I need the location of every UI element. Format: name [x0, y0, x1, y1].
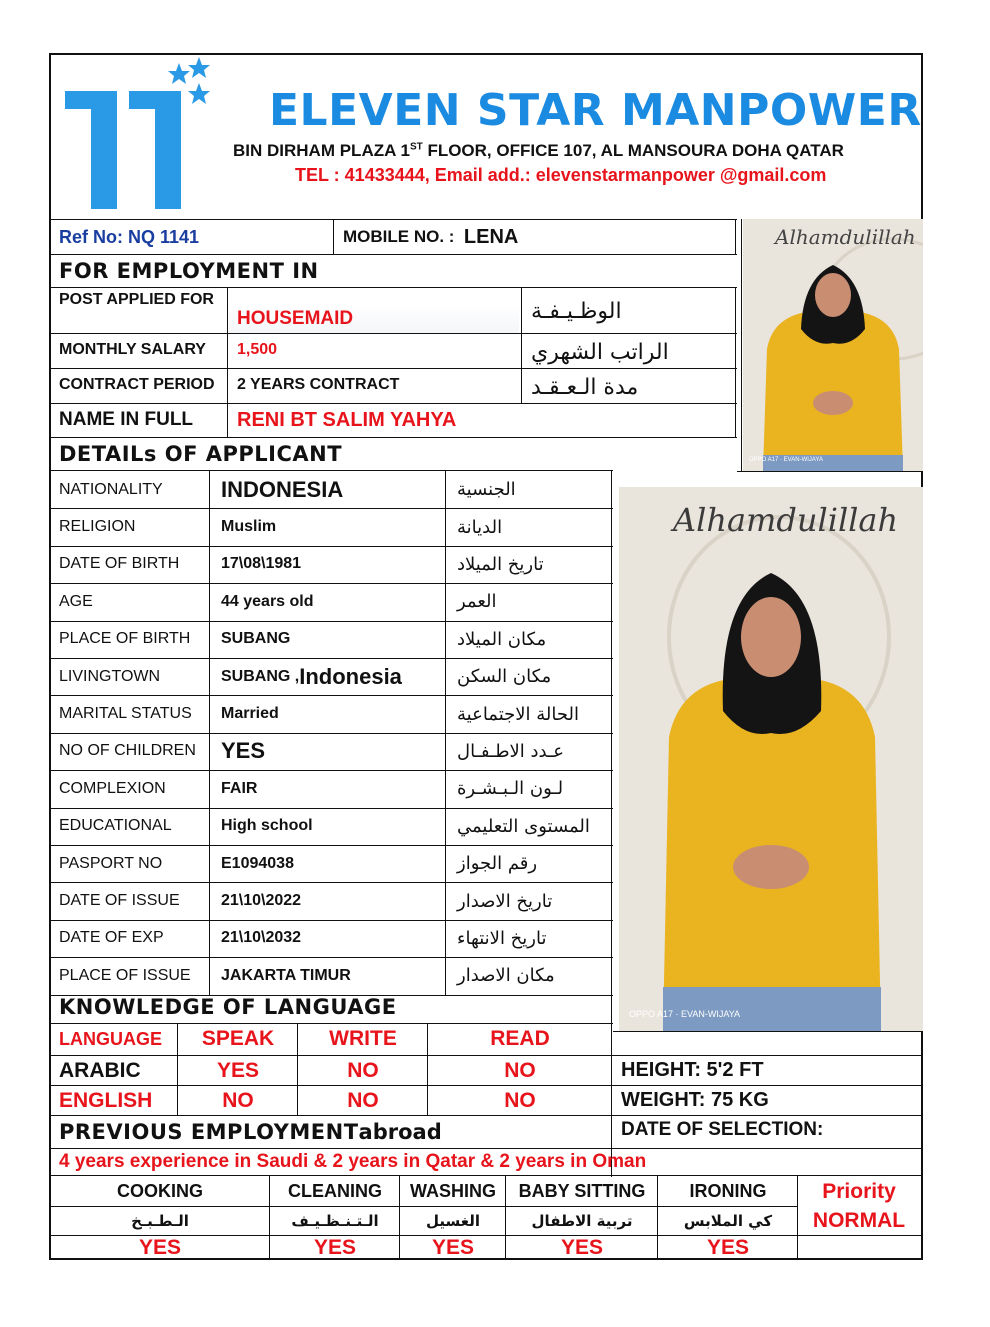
small-photo-caption: Alhamdulillah: [775, 225, 916, 249]
detail-value: Muslim: [221, 518, 277, 536]
company-contact: TEL : 41433444, Email add.: elevenstarmanpower @gmail.com: [295, 165, 827, 185]
detail-value: 21\10\2032: [221, 929, 302, 947]
monthly-salary-arabic: الراتب الشهري: [531, 339, 669, 365]
detail-label: DATE OF EXP: [59, 929, 164, 947]
priority-value: NORMAL: [812, 1209, 906, 1232]
detail-arabic-label: العمر: [457, 591, 497, 613]
previous-experience: 4 years experience in Saudi & 2 years in Qatar & 2 years in Oman: [59, 1151, 647, 1172]
height-value: HEIGHT: 5'2 FT: [621, 1059, 764, 1081]
name-in-full-label: NAME IN FULL: [59, 409, 194, 430]
detail-label: AGE: [59, 592, 93, 610]
detail-label: LIVINGTOWN: [59, 667, 161, 685]
english-language-label: ENGLISH: [59, 1088, 153, 1112]
detail-label: COMPLEXION: [59, 779, 166, 797]
speak-header: SPEAK: [201, 1027, 275, 1050]
logo-graphic: [57, 57, 217, 217]
arabic-language-label: ARABIC: [59, 1058, 141, 1082]
detail-value: High school: [221, 817, 313, 835]
applicant-portrait-small: [743, 219, 923, 471]
skill-label: COOKING: [116, 1181, 203, 1201]
previous-employment-title: PREVIOUS EMPLOYMENT abroad: [59, 1120, 442, 1144]
detail-label: NO OF CHILDREN: [59, 742, 196, 760]
detail-label: EDUCATIONAL: [59, 817, 172, 835]
monthly-salary-value: 1,500: [237, 341, 278, 358]
detail-arabic-label: مكان الاصدار: [457, 965, 555, 987]
biodata-sheet: [49, 53, 923, 1260]
weight-value: WEIGHT: 75 KG: [621, 1089, 769, 1111]
detail-arabic-label: رقم الجواز: [457, 853, 538, 875]
skill-arabic-label: الـتـنـظـيـف: [291, 1212, 379, 1230]
detail-value-part: Indonesia: [299, 663, 402, 689]
detail-value: [213, 658, 445, 695]
detail-arabic-label: مكان الميلاد: [457, 628, 547, 650]
detail-label: MARITAL STATUS: [59, 705, 192, 723]
post-applied-arabic: الوظـيـفـة: [531, 298, 622, 324]
contract-period-value: 2 YEARS CONTRACT: [237, 376, 400, 393]
skill-label: BABY SITTING: [518, 1181, 646, 1201]
monthly-salary-label: MONTHLY SALARY: [59, 341, 206, 358]
skill-arabic-label: تربية الاطفال: [531, 1212, 633, 1230]
ref-number: Ref No: NQ 1141: [59, 226, 200, 247]
english-write-value: NO: [347, 1088, 379, 1112]
skill-label: IRONING: [689, 1181, 767, 1201]
detail-arabic-label: لـون الـبـشـرة: [457, 778, 564, 800]
skill-value: YES: [138, 1236, 182, 1259]
detail-label: NATIONALITY: [59, 480, 163, 498]
skill-value: YES: [560, 1236, 604, 1259]
detail-arabic-label: المستوى التعليمي: [457, 815, 590, 837]
arabic-speak-value: YES: [216, 1058, 260, 1082]
details-section-title: DETAILs OF APPLICANT: [59, 442, 343, 466]
detail-label: PASPORT NO: [59, 854, 163, 872]
detail-value: Married: [221, 705, 279, 723]
arabic-write-value: NO: [347, 1058, 379, 1082]
arabic-read-value: NO: [504, 1058, 536, 1082]
detail-label: DATE OF ISSUE: [59, 892, 180, 910]
skill-arabic-label: الغسيل: [425, 1212, 481, 1230]
star-icon: [168, 63, 190, 84]
detail-value: YES: [221, 738, 266, 764]
detail-value: E1094038: [221, 854, 294, 872]
detail-arabic-label: تاريخ الاصدار: [457, 890, 553, 912]
priority-label: Priority: [822, 1180, 896, 1203]
contract-period-arabic: مدة الـعـقـد: [531, 374, 639, 400]
employment-section-title: FOR EMPLOYMENT IN: [59, 259, 319, 283]
company-name: ELEVEN STAR MANPOWER: [269, 85, 922, 136]
applicant-portrait-large: [619, 487, 923, 1031]
applicant-photo-large: [619, 487, 923, 1031]
detail-arabic-label: الديانة: [457, 516, 503, 538]
detail-value: FAIR: [221, 779, 258, 797]
large-photo-caption: Alhamdulillah: [673, 501, 899, 539]
small-photo-watermark: OPPO A17 · EVAN-WIJAYA: [749, 457, 824, 463]
star-icon: [188, 57, 210, 78]
detail-arabic-label: تاريخ الميلاد: [457, 553, 544, 575]
detail-arabic-label: عـدد الاطـفـال: [457, 740, 565, 762]
english-speak-value: NO: [222, 1088, 254, 1112]
detail-label: PLACE OF BIRTH: [59, 630, 191, 648]
skill-value: YES: [706, 1236, 750, 1259]
name-in-full-value: RENI BT SALIM YAHYA: [237, 408, 457, 431]
post-applied-value: HOUSEMAID: [229, 305, 519, 333]
read-header: READ: [490, 1027, 550, 1050]
company-address: BIN DIRHAM PLAZA 1ST FLOOR, OFFICE 107, AL MANSOURA DOHA QATAR: [233, 141, 844, 160]
star-icon: [188, 83, 210, 104]
detail-value: 21\10\2022: [221, 892, 302, 910]
detail-arabic-label: الجنسية: [457, 479, 516, 501]
detail-label: PLACE OF ISSUE: [59, 966, 191, 984]
skill-arabic-label: كي الملابس: [683, 1212, 773, 1230]
detail-label: RELIGION: [59, 518, 136, 536]
detail-arabic-label: تاريخ الانتهاء: [457, 927, 547, 949]
detail-arabic-label: الحالة الاجتماعية: [457, 703, 579, 725]
company-logo: [57, 57, 217, 217]
detail-value: 44 years old: [221, 592, 314, 610]
large-photo-watermark: OPPO A17 · EVAN-WIJAYA: [629, 1009, 741, 1019]
detail-value: JAKARTA TIMUR: [221, 966, 351, 984]
language-section-title: KNOWLEDGE OF LANGUAGE: [59, 995, 397, 1019]
detail-value: SUBANG: [221, 630, 291, 648]
skill-label: WASHING: [409, 1181, 496, 1201]
english-read-value: NO: [504, 1088, 536, 1112]
post-applied-label: POST APPLIED FOR: [59, 291, 214, 308]
language-header: LANGUAGE: [59, 1028, 162, 1049]
detail-value: 17\08\1981: [221, 555, 302, 573]
contract-period-label: CONTRACT PERIOD: [59, 376, 215, 393]
skill-arabic-label: الـطـبـخ: [131, 1212, 189, 1230]
applicant-photo-small: [743, 219, 923, 471]
skill-value: YES: [431, 1236, 475, 1259]
write-header: WRITE: [329, 1027, 397, 1050]
mobile-field: MOBILE NO. : LENA: [343, 225, 519, 248]
date-of-selection: DATE OF SELECTION:: [621, 1119, 824, 1140]
detail-value: INDONESIA: [221, 476, 344, 502]
detail-label: DATE OF BIRTH: [59, 555, 180, 573]
detail-arabic-label: مكان السكن: [457, 666, 552, 688]
skill-value: YES: [313, 1236, 357, 1259]
skill-label: CLEANING: [288, 1181, 382, 1201]
detail-value-part: SUBANG ,: [221, 667, 300, 685]
